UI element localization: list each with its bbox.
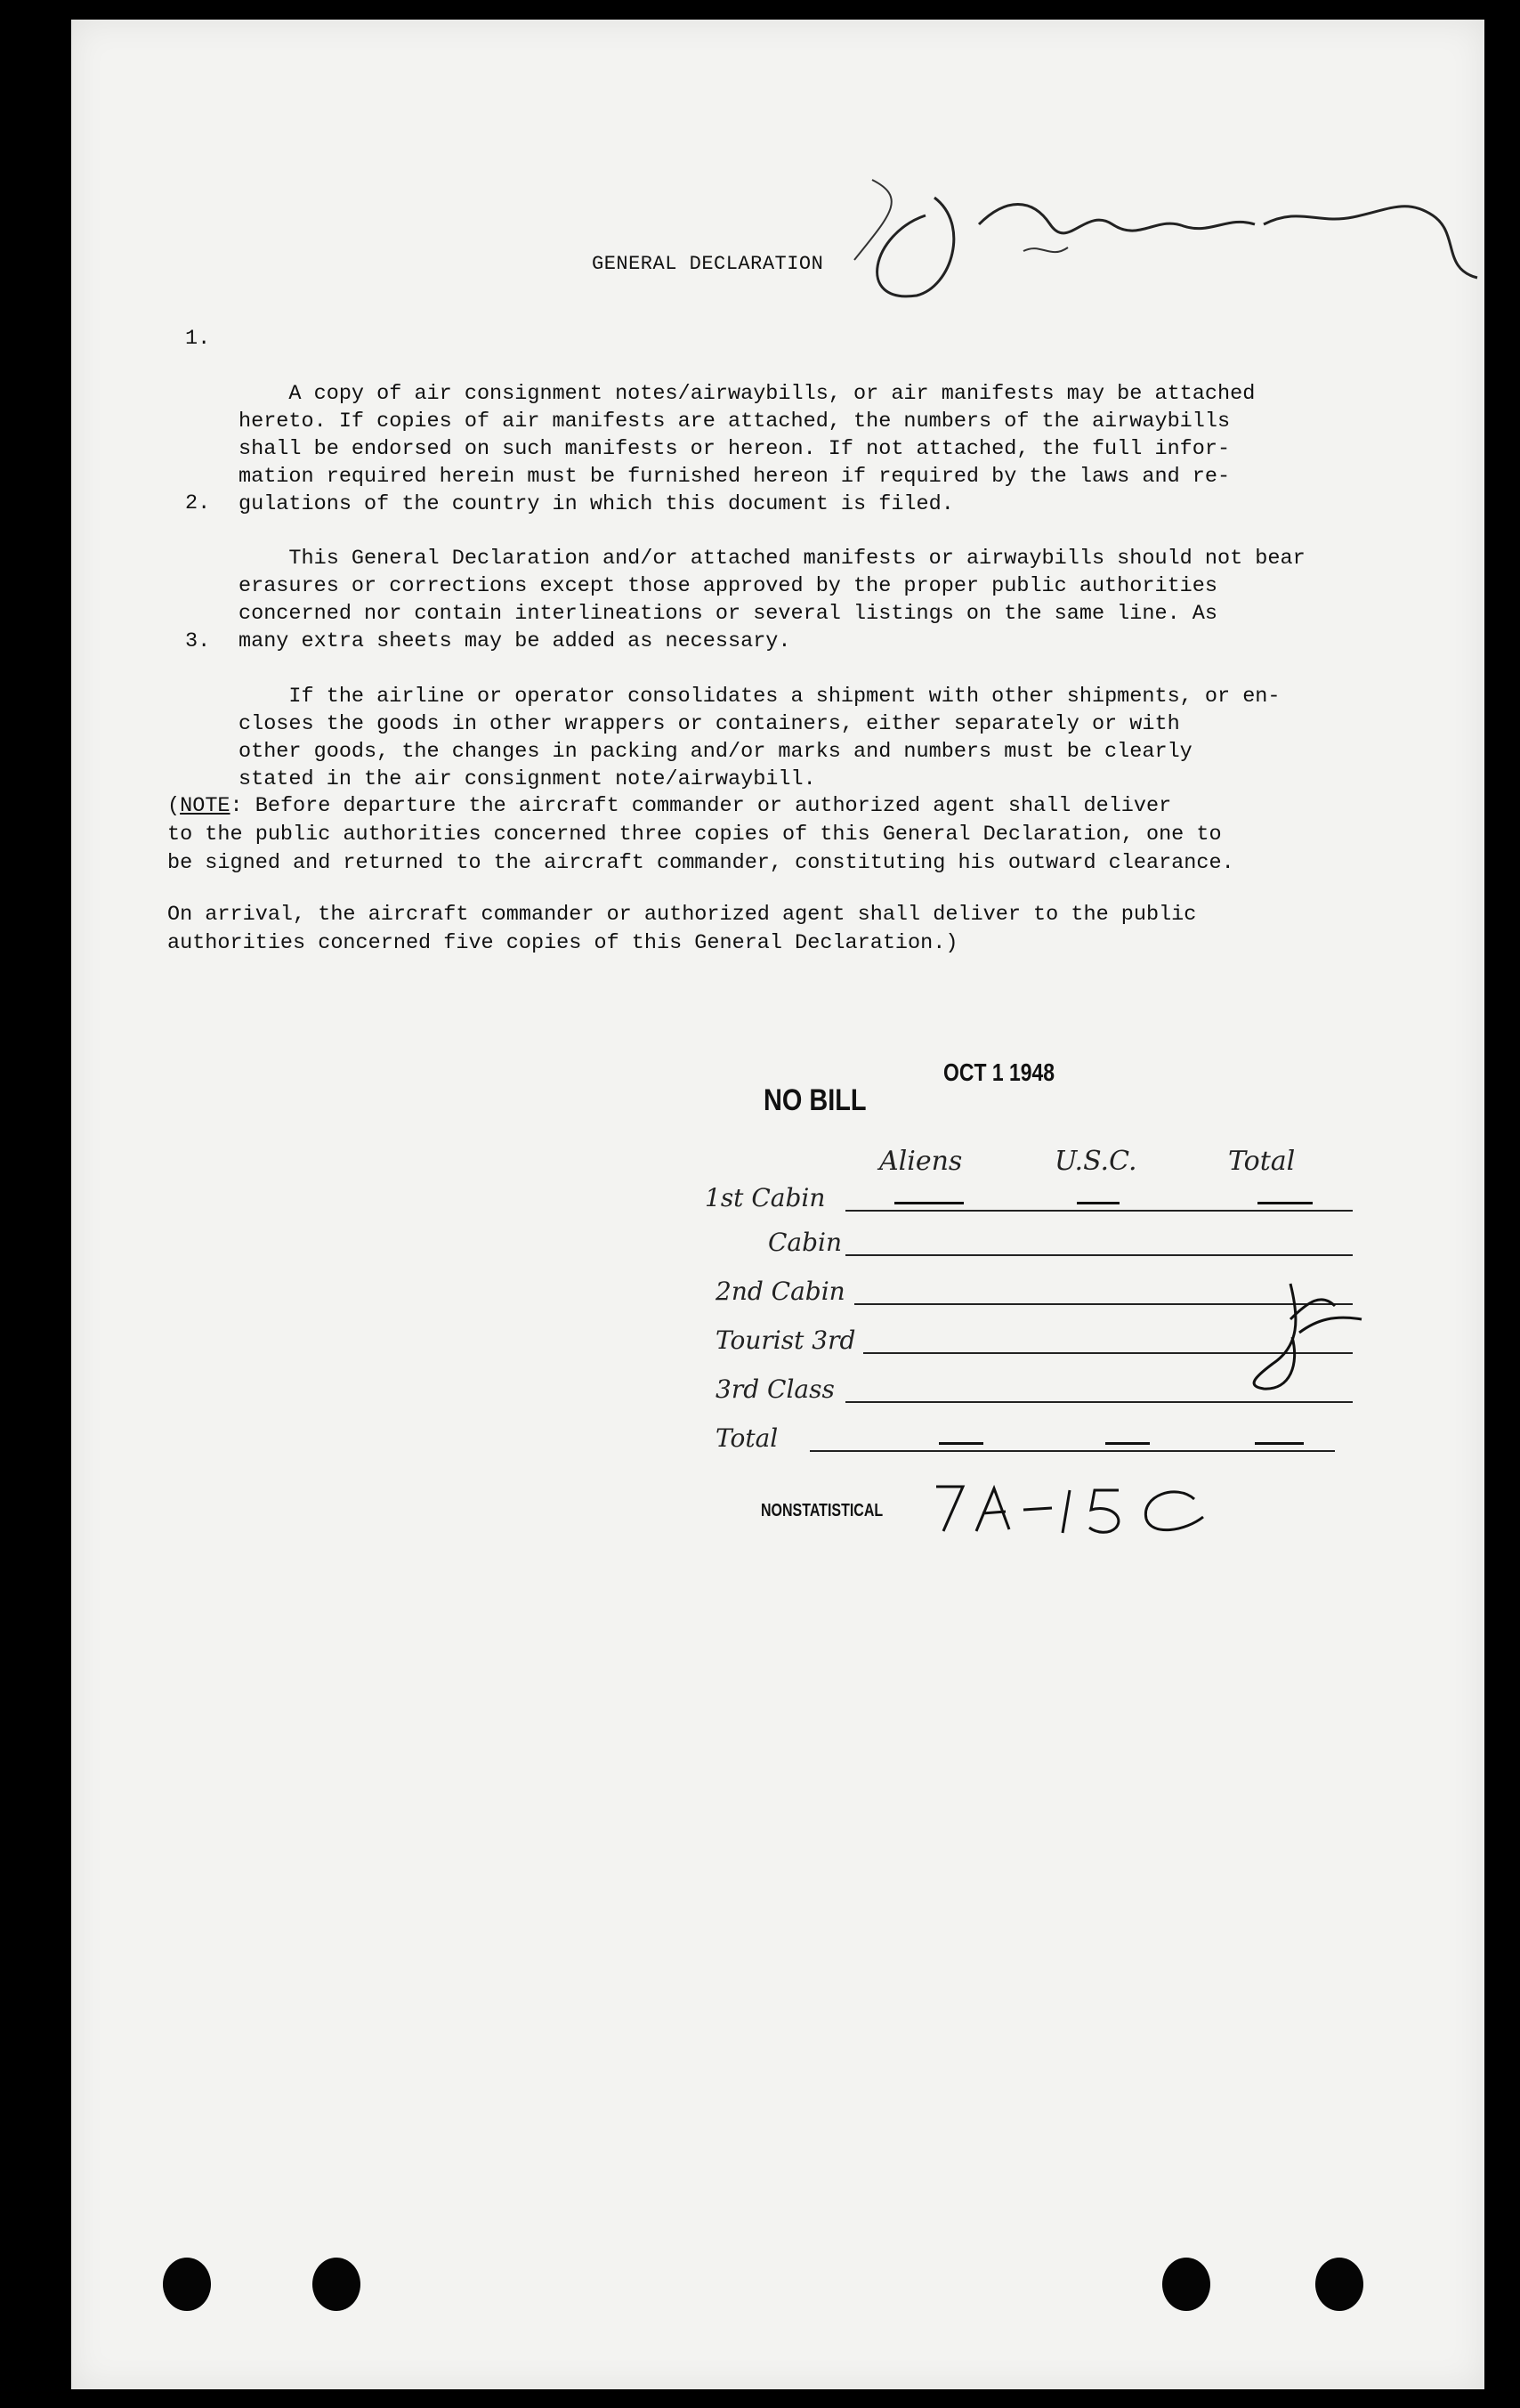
- note-line-3: be signed and returned to the aircraft commander, constituting his outward clearance.: [167, 851, 1234, 875]
- dash-mark: [939, 1442, 983, 1445]
- column-total: Total: [1228, 1146, 1296, 1177]
- punch-hole: [312, 2258, 360, 2311]
- dash-mark: [1257, 1202, 1313, 1204]
- signature-scrawl: [819, 162, 1484, 322]
- row-line: [845, 1254, 1353, 1256]
- document-title: GENERAL DECLARATION: [592, 253, 824, 275]
- punch-hole: [1315, 2258, 1363, 2311]
- dash-mark: [1105, 1442, 1150, 1445]
- row-line: [810, 1450, 1335, 1452]
- row-label: Total: [716, 1423, 779, 1453]
- item-text: If the airline or operator consolidates a shipment with other shipments, or en- closes the goods in other wrappers or containers, either separately or with other goods, the changes in packing and/or marks and numbers must be clearly stated in the air consignment note/airwaybill.: [239, 685, 1281, 791]
- note-line-1: : Before departure the aircraft commander or authorized agent shall deliver: [230, 794, 1172, 818]
- row-cabin: [641, 1226, 1370, 1261]
- row-1st-cabin: [641, 1181, 1370, 1217]
- document-page: [71, 20, 1484, 2389]
- row-label: 1st Cabin: [705, 1183, 826, 1212]
- departure-note: [167, 792, 1234, 878]
- dash-mark: [1077, 1202, 1120, 1204]
- column-usc: U.S.C.: [1055, 1146, 1137, 1177]
- item-number: 3.: [185, 629, 211, 653]
- date-stamp: OCT 1 1948: [943, 1058, 1055, 1086]
- punch-hole: [163, 2258, 211, 2311]
- item-text: This General Declaration and/or attached manifests or airwaybills should not bear erasures or corrections except those approved by the proper public authorities concerned nor contain interlineations or several listings on the same line. As many extra sheets may be added as necessary.: [239, 547, 1306, 653]
- item-number: 1.: [185, 327, 211, 351]
- row-line: [845, 1401, 1353, 1403]
- dash-mark: [894, 1202, 964, 1204]
- row-line: [845, 1210, 1353, 1212]
- row-label: 2nd Cabin: [716, 1277, 845, 1306]
- column-aliens: Aliens: [879, 1146, 963, 1177]
- nonstatistical-stamp: NONSTATISTICAL: [761, 1501, 884, 1520]
- no-bill-stamp: NO BILL: [764, 1083, 867, 1117]
- row-label: Cabin: [768, 1228, 843, 1257]
- handwritten-reference: [927, 1478, 1248, 1540]
- row-label: 3rd Class: [716, 1374, 835, 1404]
- item-text: A copy of air consignment notes/airwaybills, or air manifests may be attached hereto. If copies of air manifests are attached, the numbers of the airwaybills shall be endorsed on such manifests or hereon. If not attached, the full infor- mation required herein must be furnished hereon if required by the laws and re- gulations of the country in which this document is filed.: [239, 382, 1256, 516]
- arrival-note: On arrival, the aircraft commander or authorized agent shall deliver to the public authorities concerned five copies of this General Declaration.): [167, 903, 1197, 955]
- note-label: NOTE: [180, 794, 230, 818]
- note-line-2: to the public authorities concerned three copies of this General Declaration, one to: [167, 823, 1222, 847]
- punch-hole: [1162, 2258, 1210, 2311]
- dash-mark: [1255, 1442, 1304, 1445]
- note-open-paren: (: [167, 794, 181, 818]
- item-number: 2.: [185, 491, 211, 515]
- handwritten-initials: [1237, 1266, 1370, 1399]
- row-label: Tourist 3rd: [716, 1326, 856, 1355]
- row-total: [641, 1422, 1370, 1457]
